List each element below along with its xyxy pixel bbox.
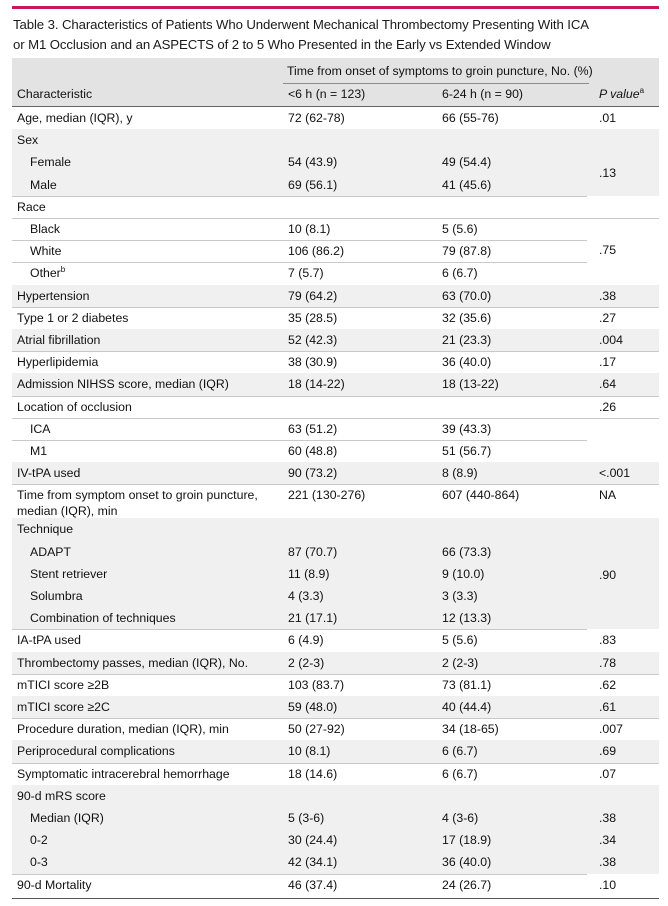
early-window-cell: 60 (48.8): [288, 444, 338, 458]
table-title-line-1: Table 3. Characteristics of Patients Who Underwent Mechanical Thrombectomy Presenting With ICA: [13, 17, 589, 32]
early-window-cell: 11 (8.9): [288, 566, 330, 581]
characteristic-label: ICA: [30, 421, 51, 436]
early-window-cell: 50 (27-92): [288, 722, 345, 737]
characteristic-cell: [17, 677, 109, 693]
table-row: [12, 563, 659, 585]
characteristic-label: Combination of techniques: [30, 611, 176, 626]
p-value-cell: .61: [599, 700, 617, 714]
extended-window-cell: 17 (18.9): [442, 833, 492, 848]
characteristic-cell: [17, 521, 73, 537]
table-row: [12, 174, 659, 196]
extended-window-cell: 12 (13.3): [442, 611, 492, 626]
early-window-cell: 5 (3-6): [288, 811, 325, 825]
table-row: [12, 462, 659, 484]
characteristic-label: Age, median (IQR), y: [17, 111, 133, 125]
accent-rule: [12, 6, 659, 9]
characteristic-cell: [17, 110, 133, 126]
extended-window-cell: 6 (6.7): [442, 744, 478, 759]
extended-window-cell: 3 (3.3): [442, 589, 478, 603]
early-window-cell: 69 (56.1): [288, 177, 338, 192]
p-value-cell: .62: [599, 677, 617, 692]
characteristic-label: Technique: [17, 522, 74, 537]
early-window-cell: 35 (28.5): [288, 310, 338, 325]
characteristic-label: Male: [30, 177, 57, 192]
characteristic-label: Stent retriever: [30, 566, 108, 581]
characteristic-label: Other: [30, 266, 61, 281]
characteristic-label: Location of occlusion: [17, 399, 132, 414]
early-window-cell: 18 (14.6): [288, 766, 338, 781]
p-value-label: P value: [599, 87, 640, 101]
extended-window-cell: 8 (8.9): [442, 466, 478, 481]
table-row: [12, 696, 659, 718]
table-row: [12, 262, 659, 284]
extended-window-cell: 2 (2-3): [442, 655, 479, 670]
p-value-cell: .17: [599, 355, 617, 370]
table-row: [12, 484, 659, 518]
table-row: [12, 785, 659, 807]
characteristic-label: 90-d mRS score: [17, 788, 106, 803]
table-row: [12, 807, 659, 829]
early-window-cell: 87 (70.7): [288, 544, 338, 559]
p-value-cell: .69: [599, 744, 617, 759]
column-header-p-value: [599, 87, 644, 101]
characteristic-label: Time from symptom onset to groin puncture,: [17, 488, 258, 503]
table-row: [12, 307, 659, 329]
table-row: [12, 351, 659, 373]
characteristic-cell: [17, 788, 106, 804]
characteristic-label: IV-tPA used: [17, 466, 81, 481]
characteristic-cell: [30, 810, 104, 826]
extended-window-cell: 41 (45.6): [442, 177, 492, 192]
extended-window-cell: 51 (56.7): [442, 444, 492, 458]
table-row: [12, 418, 659, 440]
p-value-cell: .007: [599, 722, 623, 737]
characteristic-cell: [17, 376, 229, 392]
early-window-cell: 38 (30.9): [288, 355, 338, 370]
characteristic-cell: [30, 154, 71, 170]
characteristic-label: Female: [30, 155, 72, 170]
table-title: [13, 15, 653, 55]
early-window-cell: 63 (51.2): [288, 421, 338, 436]
footnote-mark: b: [60, 265, 66, 275]
table-row: [12, 440, 659, 462]
characteristic-cell: [17, 199, 46, 215]
characteristic-cell: [17, 655, 248, 671]
table-row: [12, 607, 659, 629]
table-row: [12, 196, 659, 218]
characteristic-cell: [17, 766, 230, 782]
extended-window-cell: 9 (10.0): [442, 566, 485, 581]
p-value-cell: .38: [599, 811, 617, 825]
p-value-cell: .27: [599, 310, 617, 325]
table-row: [12, 396, 659, 418]
extended-window-cell: 36 (40.0): [442, 355, 492, 370]
characteristic-cell: [30, 544, 71, 560]
early-window-cell: 52 (42.3): [288, 333, 338, 347]
characteristic-label: Atrial fibrillation: [17, 333, 101, 347]
early-window-cell: 10 (8.1): [288, 744, 331, 759]
p-value-cell: .01: [599, 111, 617, 125]
p-value-cell: .34: [599, 833, 617, 848]
characteristic-cell: [30, 443, 47, 459]
characteristic-cell: [30, 265, 65, 281]
characteristic-cell: [30, 588, 83, 604]
early-window-cell: 10 (8.1): [288, 222, 331, 236]
characteristic-cell: [17, 743, 175, 759]
characteristic-cell: [30, 177, 57, 193]
table-row: [12, 518, 659, 540]
extended-window-cell: 4 (3-6): [442, 811, 479, 825]
characteristic-cell: [30, 832, 48, 848]
p-value-cell: .38: [599, 288, 617, 303]
table-row: [12, 629, 659, 651]
early-window-cell: 72 (62-78): [288, 111, 345, 125]
extended-window-cell: 34 (18-65): [442, 722, 499, 737]
characteristic-label: M1: [30, 444, 48, 458]
characteristic-cell: [17, 465, 80, 481]
characteristic-label: IA-tPA used: [17, 633, 82, 648]
characteristic-label: 0-3: [30, 855, 48, 870]
early-window-cell: 90 (73.2): [288, 466, 338, 481]
early-window-cell: 21 (17.1): [288, 611, 338, 626]
extended-window-cell: 6 (6.7): [442, 266, 478, 281]
characteristic-label: Median (IQR): [30, 811, 104, 825]
spanning-header: Time from onset of symptoms to groin puncture, No. (%): [287, 64, 593, 78]
table-row: [12, 851, 659, 873]
characteristic-label: mTICI score ≥2B: [17, 677, 110, 692]
characteristic-label: Thrombectomy passes, median (IQR), No.: [17, 655, 248, 670]
characteristic-label: Type 1 or 2 diabetes: [17, 310, 129, 325]
p-value-cell: .38: [599, 855, 617, 870]
characteristic-cell: [30, 221, 60, 237]
p-value-sex: .13: [599, 166, 617, 180]
p-value-cell: .26: [599, 399, 617, 414]
extended-window-cell: 6 (6.7): [442, 766, 478, 781]
p-value-cell: .07: [599, 766, 617, 781]
characteristic-label: 0-2: [30, 833, 48, 848]
p-value-cell: .004: [599, 333, 623, 347]
table-row: [12, 129, 659, 151]
p-value-technique: .90: [599, 568, 617, 582]
early-window-cell: 18 (14-22): [288, 377, 345, 392]
characteristic-label: Solumbra: [30, 589, 83, 603]
extended-window-cell: 73 (81.1): [442, 677, 492, 692]
characteristic-label: Periprocedural complications: [17, 744, 175, 759]
characteristic-label: ADAPT: [30, 544, 71, 559]
extended-window-cell: 40 (44.4): [442, 700, 492, 714]
table-row: [12, 674, 659, 696]
characteristic-cell: [30, 421, 51, 437]
table-row: [12, 151, 659, 173]
characteristic-label: Race: [17, 199, 46, 214]
early-window-cell: 2 (2-3): [288, 655, 325, 670]
early-window-cell: 221 (130-276): [288, 488, 366, 503]
table-row: [12, 829, 659, 851]
characteristic-label: White: [30, 244, 62, 259]
early-window-cell: 42 (34.1): [288, 855, 338, 870]
characteristic-cell: [30, 854, 48, 870]
characteristic-cell: [17, 288, 89, 304]
characteristic-label: 90-d Mortality: [17, 877, 92, 892]
characteristic-cell: [17, 721, 229, 737]
early-window-cell: 54 (43.9): [288, 155, 338, 170]
column-header-extended: 6-24 h (n = 90): [442, 87, 524, 101]
characteristic-cell: [17, 132, 38, 148]
characteristic-cell: [17, 877, 92, 893]
extended-window-cell: 66 (55-76): [442, 111, 499, 125]
table-row: [12, 107, 659, 129]
table-row: [12, 329, 659, 351]
characteristic-label: Procedure duration, median (IQR), min: [17, 722, 229, 737]
extended-window-cell: 5 (5.6): [442, 633, 478, 648]
table-row: [12, 240, 659, 262]
extended-window-cell: 36 (40.0): [442, 855, 492, 870]
p-value-cell: NA: [599, 488, 617, 503]
characteristic-cell: [17, 354, 98, 370]
p-value-cell: .78: [599, 655, 617, 670]
extended-window-cell: 18 (13-22): [442, 377, 499, 392]
characteristic-label: Hypertension: [17, 288, 90, 303]
characteristic-cell: [30, 243, 61, 259]
characteristic-cell: [17, 632, 81, 648]
characteristic-label: Sex: [17, 133, 39, 148]
table-row: [12, 740, 659, 762]
table-row: [12, 874, 659, 896]
table-row: [12, 763, 659, 785]
extended-window-cell: 21 (23.3): [442, 333, 492, 347]
spanning-header-rule: [283, 83, 589, 84]
extended-window-cell: 24 (26.7): [442, 877, 492, 892]
table-row: [12, 718, 659, 740]
p-value-cell: .64: [599, 377, 617, 392]
extended-window-cell: 32 (35.6): [442, 310, 492, 325]
table-row: [12, 652, 659, 674]
p-value-cell: <.001: [599, 466, 631, 481]
characteristic-cell: [17, 332, 100, 348]
p-value-footnote-mark: a: [639, 85, 645, 95]
early-window-cell: 30 (24.4): [288, 833, 338, 848]
extended-window-cell: 66 (73.3): [442, 544, 492, 559]
extended-window-cell: 39 (43.3): [442, 421, 492, 436]
column-header-characteristic: Characteristic: [17, 87, 93, 101]
early-window-cell: 7 (5.7): [288, 266, 324, 281]
early-window-cell: 6 (4.9): [288, 633, 324, 648]
early-window-cell: 4 (3.3): [288, 589, 324, 603]
p-value-cell: .83: [599, 633, 617, 648]
characteristic-label: Admission NIHSS score, median (IQR): [17, 377, 229, 392]
extended-window-cell: 607 (440-864): [442, 488, 520, 503]
extended-window-cell: 79 (87.8): [442, 244, 492, 259]
characteristic-cell: [30, 610, 176, 626]
p-value-race: .75: [599, 243, 617, 257]
table-title-line-2: or M1 Occlusion and an ASPECTS of 2 to 5 Who Presented in the Early vs Extended Window: [13, 37, 551, 52]
characteristic-label: Black: [30, 222, 61, 236]
column-header-early: <6 h (n = 123): [288, 87, 366, 101]
characteristic-label: Symptomatic intracerebral hemorrhage: [17, 766, 230, 781]
characteristic-label-line-2: median (IQR), min: [17, 504, 118, 519]
early-window-cell: 46 (37.4): [288, 877, 338, 892]
extended-window-cell: 49 (54.4): [442, 155, 492, 170]
table-row: [12, 218, 659, 240]
p-value-cell: .10: [599, 877, 617, 892]
table-row: [12, 285, 659, 307]
extended-window-cell: 63 (70.0): [442, 288, 492, 303]
early-window-cell: 103 (83.7): [288, 677, 345, 692]
characteristic-cell: [17, 399, 132, 415]
characteristic-cell: [30, 566, 107, 582]
table-row: [12, 585, 659, 607]
table-row: [12, 373, 659, 395]
characteristic-cell: [17, 487, 258, 519]
characteristic-label: Hyperlipidemia: [17, 355, 99, 370]
characteristic-label: mTICI score ≥2C: [17, 700, 110, 714]
early-window-cell: 79 (64.2): [288, 288, 338, 303]
characteristic-cell: [17, 699, 110, 715]
early-window-cell: 59 (48.0): [288, 700, 338, 714]
extended-window-cell: 5 (5.6): [442, 222, 478, 236]
table-bottom-rule: [12, 898, 659, 899]
characteristic-cell: [17, 310, 128, 326]
early-window-cell: 106 (86.2): [288, 244, 345, 259]
table-row: [12, 541, 659, 563]
